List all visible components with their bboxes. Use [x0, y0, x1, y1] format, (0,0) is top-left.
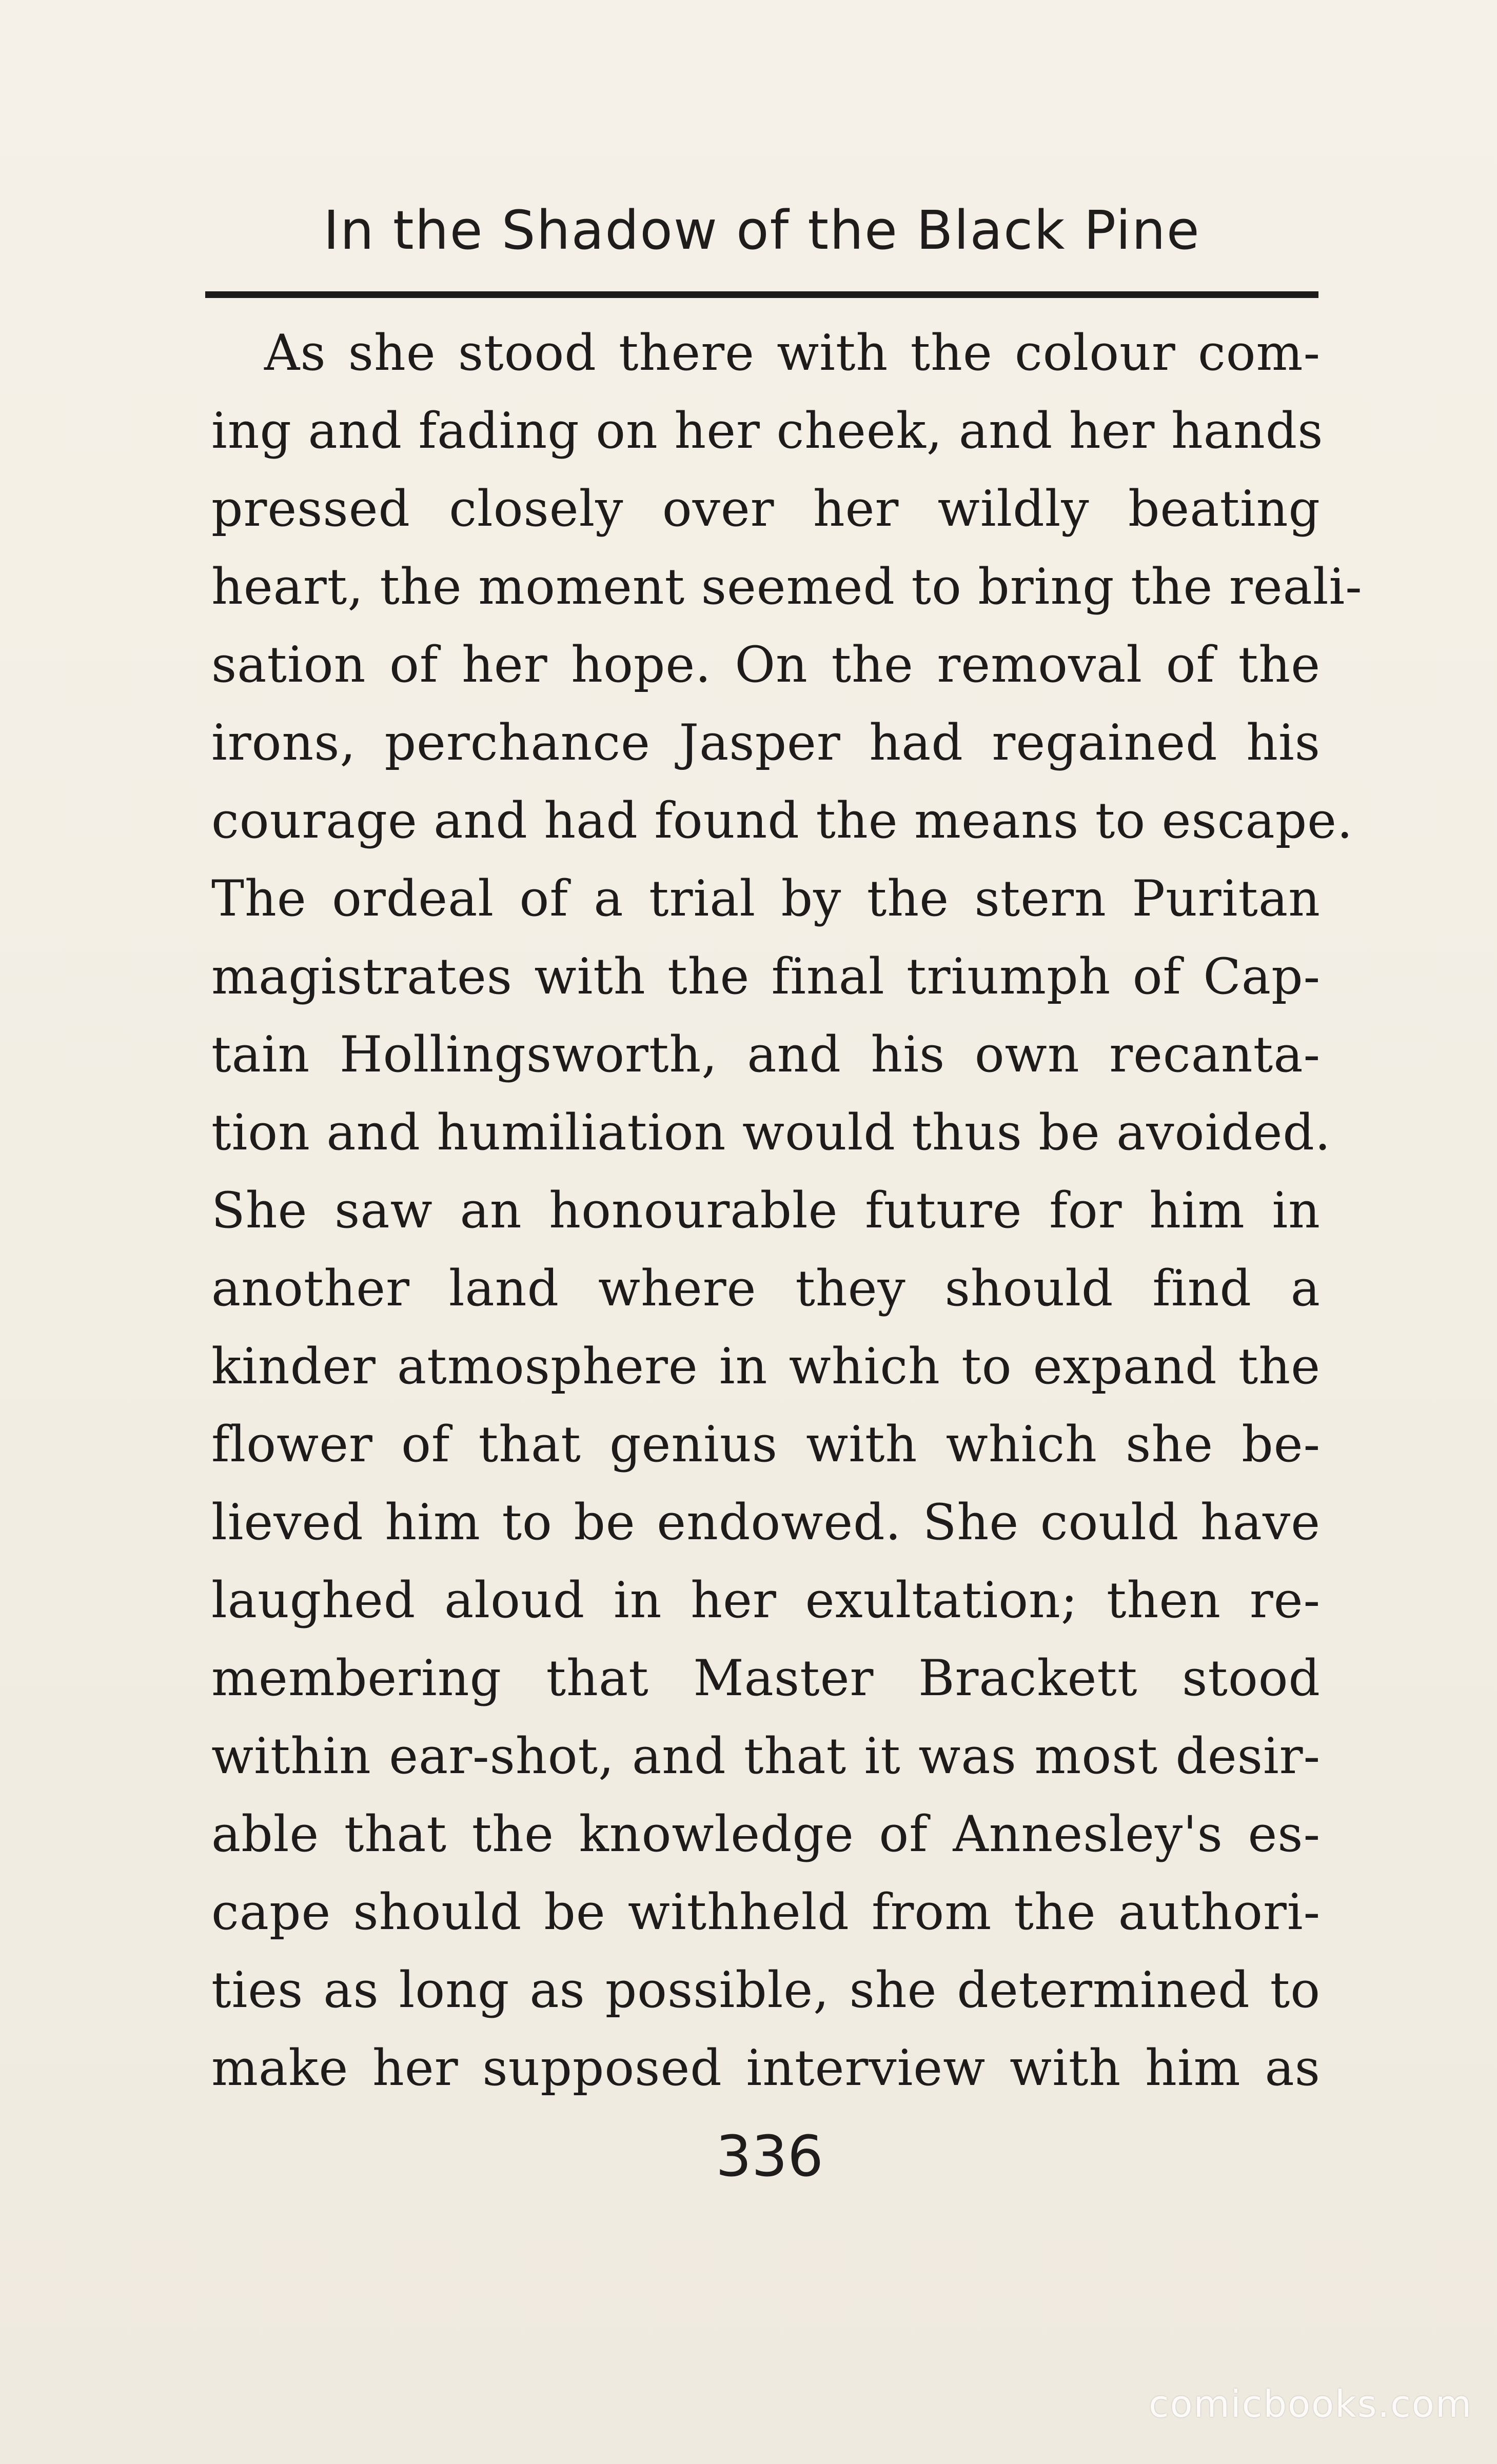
text-line: lieved him to be endowed. She could have	[211, 1494, 1321, 1551]
text-line: pressed closely over her wildly beating	[211, 480, 1321, 538]
page-number: 336	[716, 2123, 823, 2189]
text-line: make her supposed interview with him as	[211, 2039, 1321, 2097]
text-line: heart, the moment seemed to bring the reali-	[211, 558, 1363, 615]
text-line: irons, perchance Jasper had regained his	[211, 714, 1321, 771]
text-line: membering that Master Brackett stood	[211, 1650, 1321, 1707]
text-line: The ordeal of a trial by the stern Puritan	[211, 870, 1321, 927]
watermark: comicbooks.com	[1148, 2382, 1472, 2426]
text-line: flower of that genius with which she be-	[211, 1416, 1321, 1473]
text-line: within ear-shot, and that it was most desir-	[211, 1727, 1321, 1785]
text-line: cape should be withheld from the authori-	[211, 1883, 1321, 1941]
header-rule	[205, 291, 1318, 298]
body-text	[211, 314, 1363, 2107]
text-line: tion and humiliation would thus be avoided.	[211, 1104, 1331, 1161]
text-line: magistrates with the final triumph of Cap-	[211, 948, 1321, 1005]
text-line: laughed aloud in her exultation; then re-	[211, 1572, 1321, 1629]
text-line: another land where they should find a	[211, 1260, 1321, 1317]
text-line: ties as long as possible, she determined to	[211, 1961, 1321, 2019]
running-head: In the Shadow of the Black Pine	[323, 199, 1200, 262]
text-line: kinder atmosphere in which to expand the	[211, 1338, 1321, 1395]
text-line: As she stood there with the colour com-	[264, 324, 1321, 382]
text-line: courage and had found the means to escape.	[211, 792, 1353, 849]
text-line: She saw an honourable future for him in	[211, 1182, 1321, 1239]
text-line: able that the knowledge of Annesley's es-	[211, 1805, 1321, 1863]
text-line: ing and fading on her cheek, and her hands	[211, 402, 1324, 460]
text-line: tain Hollingsworth, and his own recanta-	[211, 1026, 1321, 1083]
text-line: sation of her hope. On the removal of the	[211, 636, 1321, 693]
